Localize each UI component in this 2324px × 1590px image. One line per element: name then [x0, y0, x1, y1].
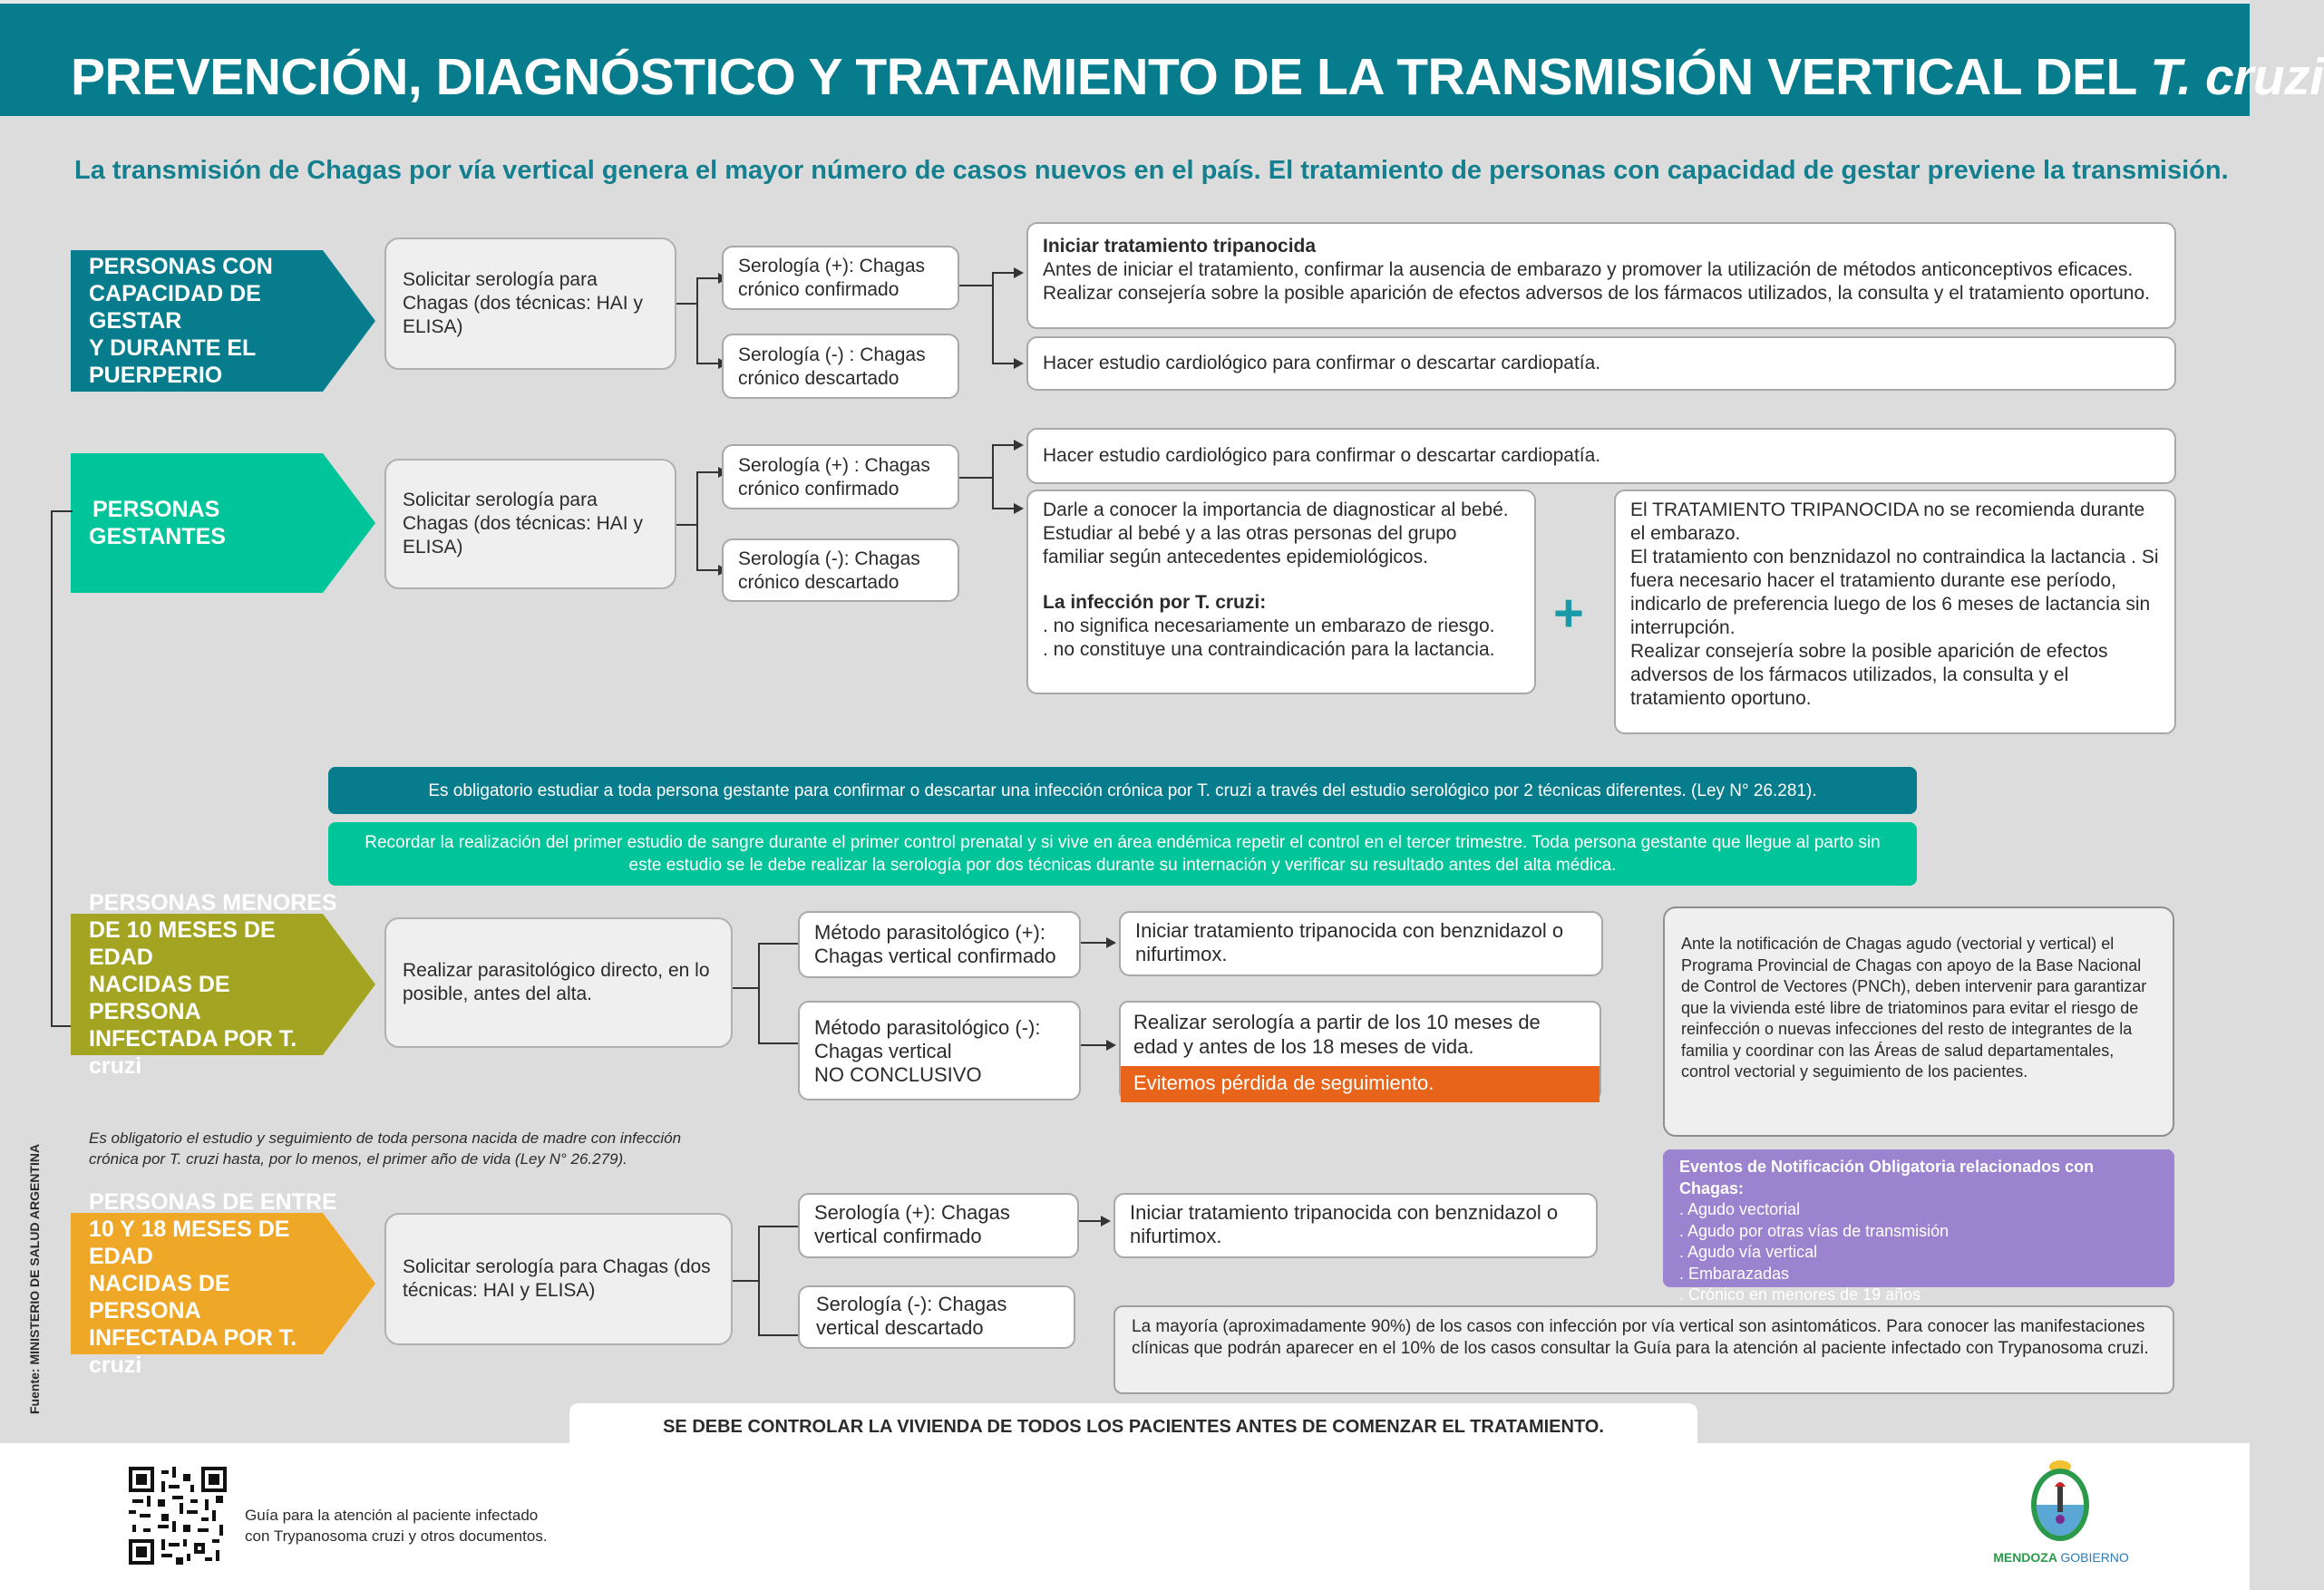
connector	[1081, 942, 1108, 944]
connector	[992, 444, 994, 509]
result-positive-3: Método parasitológico (+): Chagas vertical confirmado	[798, 911, 1081, 978]
bracket-line	[51, 510, 73, 512]
serology-box-3: Realizar serología a partir de los 10 meses de edad y antes de los 18 meses de vida. Evitemos pérdida de seguimiento.	[1119, 1001, 1601, 1100]
mendoza-logo-text: MENDOZA GOBIERNO	[1993, 1550, 2129, 1565]
connector	[733, 1280, 760, 1282]
result-positive-2: Serología (+) : Chagas crónico confirmado	[722, 444, 959, 509]
bottom-banner: SE DEBE CONTROLAR LA VIVIENDA DE TODOS LOS PACIENTES ANTES DE COMENZAR EL TRATAMIENTO.	[569, 1403, 1697, 1458]
arrow-icon	[1014, 267, 1024, 278]
arrow-icon	[1014, 440, 1024, 451]
warning-banner: Evitemos pérdida de seguimiento.	[1121, 1066, 1600, 1102]
connector	[1081, 1044, 1108, 1046]
treatment-box-1: Iniciar tratamiento tripanocida Antes de iniciar el tratamiento, confirmar la ausencia de embarazo y promover la utilización de métodos anticonceptivos eficaces. Realizar consejería sobre la posible aparición de efectos adversos de los fármacos utilizados, la consulta y el tratamiento oportuno.	[1026, 222, 2176, 329]
vector-control-note: Ante la notificación de Chagas agudo (vectorial y vertical) el Programa Provincial de Chagas con apoyo de la Base Nacional de Control de Vectores (PNCh), deben intervenir para garantizar que la vivienda esté libre de triatominos para evitar el riesgo de reinfección o nuevas infecciones del resto de integrantes de la familia y coordinar con las Áreas de salud departamentales, control vectorial y seguimiento de los pacientes.	[1663, 906, 2174, 1137]
connector	[696, 277, 698, 364]
connector	[992, 363, 1016, 364]
bracket-line	[51, 510, 53, 1027]
connector	[959, 477, 994, 479]
result-negative-1: Serología (-) : Chagas crónico descartado	[722, 334, 959, 399]
action-box-3: Realizar parasitológico directo, en lo posible, antes del alta.	[384, 917, 733, 1048]
connector	[696, 569, 720, 571]
arrow-icon	[1014, 358, 1024, 369]
connector	[696, 363, 720, 364]
cardio-box-2: Hacer estudio cardiológico para confirmar o descartar cardiopatía.	[1026, 428, 2176, 484]
arrow-icon	[1106, 1040, 1116, 1051]
category-label-2: PERSONAS GESTANTES	[89, 497, 226, 549]
connector	[758, 1226, 798, 1227]
page-subtitle: La transmisión de Chagas por vía vertical genera el mayor número de casos nuevos en el país. El tratamiento de personas con capacidad de gestar previene la transmisión.	[74, 156, 2229, 185]
connector	[959, 285, 994, 286]
arrow-icon	[1101, 1216, 1111, 1226]
connector	[696, 471, 720, 473]
connector	[676, 524, 698, 526]
result-positive-4: Serología (+): Chagas vertical confirmado	[798, 1193, 1079, 1258]
result-negative-3: Método parasitológico (-): Chagas vertical NO CONCLUSIVO	[798, 1001, 1081, 1100]
mandatory-bar: Es obligatorio estudiar a toda persona gestante para confirmar o descartar una infección crónica por T. cruzi a través del estudio serológico por 2 técnicas diferentes. (Ley N° 26.281).	[328, 767, 1917, 814]
notification-events-box: Eventos de Notificación Obligatoria relacionados con Chagas: . Agudo vectorial . Agudo por otras vías de transmisión . Agudo vía vertical . Embarazadas . Crónico en menores de 19 años	[1663, 1149, 2174, 1287]
legal-note-3: Es obligatorio el estudio y seguimiento de toda persona nacida de madre con infección crónica por T. cruzi hasta, por lo menos, el primer año de vida (Ley N° 26.279).	[89, 1129, 682, 1168]
treatment-box-3: Iniciar tratamiento tripanocida con benznidazol o nifurtimox.	[1119, 911, 1603, 976]
connector	[733, 987, 760, 989]
qr-code-icon[interactable]	[129, 1467, 227, 1565]
connector	[992, 272, 994, 364]
cardio-box-1: Hacer estudio cardiológico para confirmar o descartar cardiopatía.	[1026, 336, 2176, 391]
info-box-2: Darle a conocer la importancia de diagnosticar al bebé. Estudiar al bebé y a las otras personas del grupo familiar según antecedentes epidemiológicos. La infección por T. cruzi: . no significa necesariamente un embarazo de riesgo. . no constituye una contraindicación para la lactancia.	[1026, 490, 1536, 694]
asymptomatic-note: La mayoría (aproximadamente 90%) de los casos con infección por vía vertical son asintomáticos. Para conocer las manifestaciones clínicas que podrán aparecer en el 10% de los casos consultar la Guía para la atención al paciente infectado con Trypanosoma cruzi.	[1113, 1305, 2174, 1394]
connector	[758, 943, 760, 1044]
category-label-4: PERSONAS DE ENTRE 10 Y 18 MESES DE EDAD NACIDAS DE PERSONA INFECTADA POR T. cruzi	[89, 1189, 337, 1378]
reminder-bar: Recordar la realización del primer estudio de sangre durante el primer control prenatal y si vive en área endémica repetir el control en el tercer trimestre. Toda persona gestante que llegue al parto sin este estudio se le debe realizar la serología por dos técnicas durante su internación y verificar su resultado antes del alta médica.	[328, 822, 1917, 886]
action-box-4: Solicitar serología para Chagas (dos técnicas: HAI y ELISA)	[384, 1213, 733, 1345]
connector	[1079, 1220, 1103, 1222]
qr-caption: Guía para la atención al paciente infectado con Trypanosoma cruzi y otros documentos.	[245, 1507, 548, 1545]
connector	[992, 444, 1016, 446]
action-box-1: Solicitar serología para Chagas (dos técnicas: HAI y ELISA)	[384, 238, 676, 370]
arrow-icon	[1106, 937, 1116, 948]
arrow-icon	[1014, 503, 1024, 514]
category-label-1: PERSONAS CON CAPACIDAD DE GESTAR Y DURANTE EL PUERPERIO	[89, 254, 273, 388]
connector	[992, 508, 1016, 509]
connector	[992, 272, 1016, 274]
mendoza-coat-of-arms-icon	[2027, 1456, 2093, 1546]
treatment-note-2: El TRATAMIENTO TRIPANOCIDA no se recomienda durante el embarazo. El tratamiento con benznidazol no contraindica la lactancia . Si fuera necesario hacer el tratamiento durante ese período, indicarlo de preferencia luego de los 6 meses de lactancia sin interrupción. Realizar consejería sobre la posible aparición de efectos adversos de los fármacos utilizados, la consulta y el tratamiento oportuno.	[1614, 490, 2176, 734]
connector	[758, 943, 798, 945]
connector	[758, 1042, 798, 1044]
connector	[758, 1226, 760, 1336]
result-positive-1: Serología (+): Chagas crónico confirmado	[722, 246, 959, 310]
category-label-3: PERSONAS MENORES DE 10 MESES DE EDAD NACIDAS DE PERSONA INFECTADA POR T. cruzi	[89, 890, 337, 1079]
plus-icon: +	[1553, 584, 1584, 643]
connector	[696, 471, 698, 571]
page-title: PREVENCIÓN, DIAGNÓSTICO Y TRATAMIENTO DE LA TRANSMISIÓN VERTICAL DEL T. cruzi	[71, 48, 2324, 106]
treatment-box-4: Iniciar tratamiento tripanocida con benznidazol o nifurtimox.	[1113, 1193, 1598, 1258]
result-negative-4: Serología (-): Chagas vertical descartado	[798, 1285, 1075, 1349]
action-box-2: Solicitar serología para Chagas (dos técnicas: HAI y ELISA)	[384, 459, 676, 589]
connector	[696, 277, 720, 279]
source-credit: Fuente: MINISTERIO DE SALUD ARGENTINA	[27, 1143, 42, 1414]
result-negative-2: Serología (-): Chagas crónico descartado	[722, 538, 959, 602]
bracket-line	[51, 1025, 73, 1027]
connector	[758, 1334, 798, 1336]
connector	[676, 303, 698, 305]
